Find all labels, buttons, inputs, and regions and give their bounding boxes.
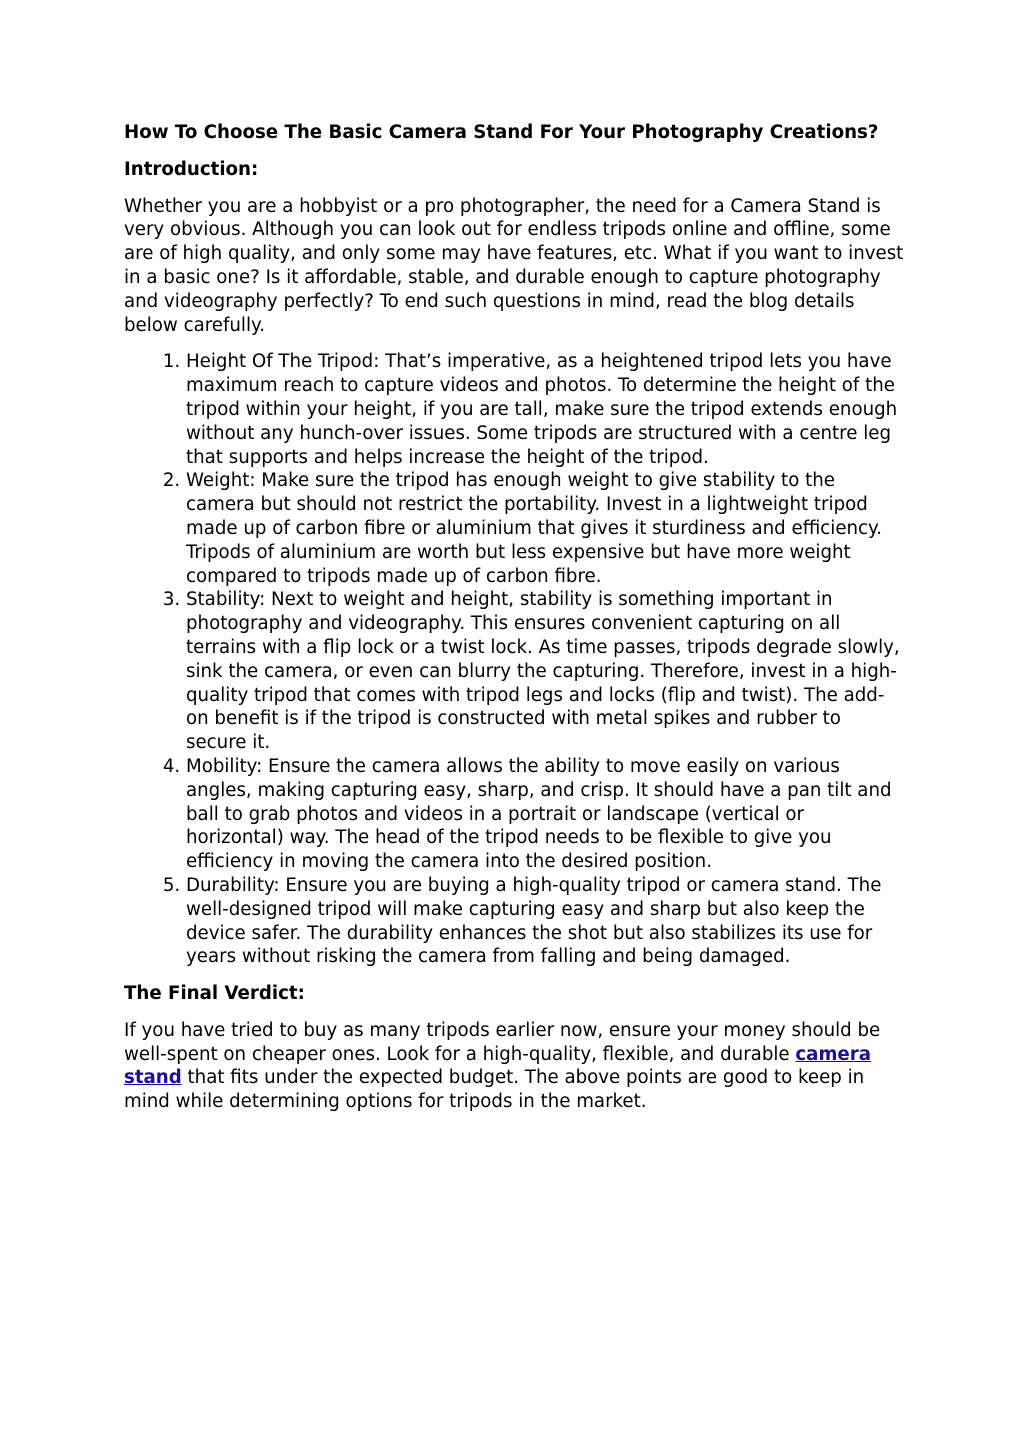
- tips-list: [124, 350, 904, 969]
- list-item: 2. Weight: Make sure the tripod has enough weight to give stability to the camera but should not restrict the portability. Invest in a lightweight tripod made up of carbon fibre or aluminium that gives it sturdiness and efficiency. Tripods of aluminium are worth but less expensive but have more weight compared to tripods made up of carbon fibre.: [186, 469, 904, 588]
- list-item: 3. Stability: Next to weight and height, stability is something important in photography and videography. This ensures convenient capturing on all terrains with a flip lock or a twist lock. As time passes, tripods degrade slowly, sink the camera, or even can blurry the capturing. Therefore, invest in a high-quality tripod that comes with tripod legs and locks (flip and twist). The add-on benefit is if the tripod is constructed with metal spikes and rubber to secure it.: [186, 588, 904, 755]
- document-page: [124, 121, 904, 1127]
- introduction-heading: Introduction:: [124, 158, 259, 180]
- camera-stand-link[interactable]: camera stand: [124, 1043, 871, 1089]
- list-item: 4. Mobility: Ensure the camera allows the ability to move easily on various angles, making capturing easy, sharp, and crisp. It should have a pan tilt and ball to grab photos and videos in a portrait or landscape (vertical or horizontal) way. The head of the tripod needs to be flexible to give you efficiency in moving the camera into the desired position.: [186, 755, 904, 874]
- introduction-paragraph: Whether you are a hobbyist or a pro photographer, the need for a Camera Stand is very obvious. Although you can look out for endless tripods online and offline, some are of high quality, and only some may have features, etc. What if you want to invest in a basic one? Is it affordable, stable, and durable enough to capture photography and videography perfectly? To end such questions in mind, read the blog details below carefully.: [124, 195, 904, 336]
- list-item: 1. Height Of The Tripod: That’s imperative, as a heightened tripod lets you have maximum reach to capture videos and photos. To determine the height of the tripod within your height, if you are tall, make sure the tripod extends enough without any hunch-over issues. Some tripods are structured with a centre leg that supports and helps increase the height of the tripod.: [186, 350, 904, 469]
- verdict-heading: The Final Verdict:: [124, 983, 305, 1005]
- verdict-text-before: If you have tried to buy as many tripods earlier now, ensure your money should be well-spent on cheaper ones. Look for a high-quality, flexible, and durable: [124, 1019, 881, 1065]
- document-title: How To Choose The Basic Camera Stand For Your Photography Creations?: [124, 122, 879, 143]
- list-item: 5. Durability: Ensure you are buying a high-quality tripod or camera stand. The well-designed tripod will make capturing easy and sharp but also keep the device safer. The durability enhances the shot but also stabilizes its use for years without risking the camera from falling and being damaged.: [186, 874, 904, 969]
- verdict-text-after: that fits under the expected budget. The above points are good to keep in mind while determining options for tripods in the market.: [124, 1067, 865, 1113]
- verdict-paragraph: [124, 1019, 904, 1114]
